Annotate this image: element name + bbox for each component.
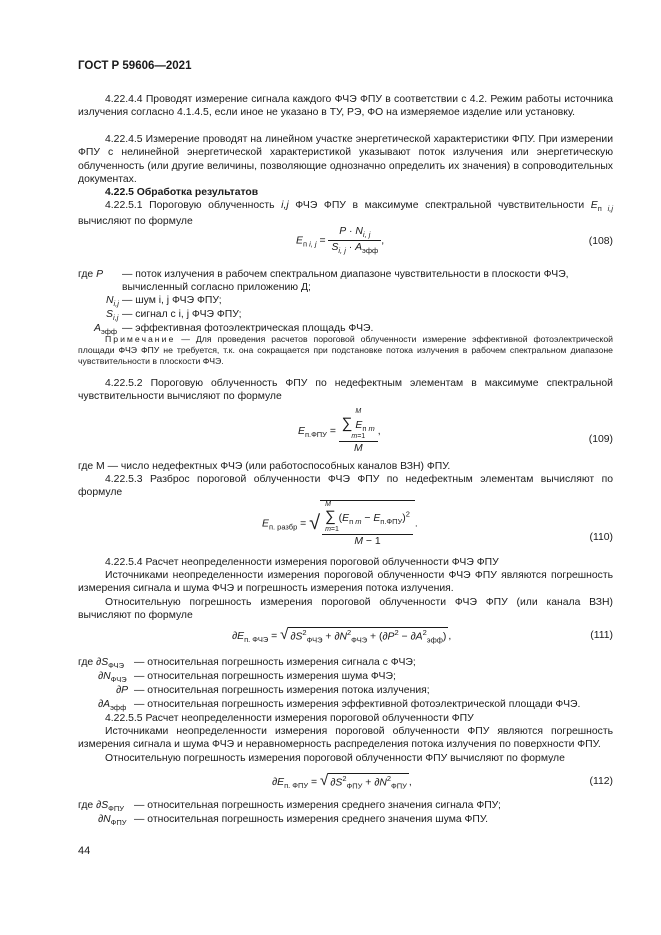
paragraph-4-22-5-5: 4.22.5.5 Расчет неопределенности измерения пороговой облученности ФПУ xyxy=(105,713,474,724)
definitions-111: где $\partial S_{ФЧЭ}$ — относительная погрешность измерения сигнала с ФЧЭ; $\partial N_{ФЧЭ}$ — относительная погрешность измерения шума ФЧЭ; ∂P — относительная погрешность измерения потока излучения; $\partial A_{эфф}$ — относительная погрешность измерения эффективной фотоэлектрической площади ФЧЭ. xyxy=(78,657,581,713)
note-block: Примечание — Для проведения расчетов пороговой облученности измерение эффективной фотоэлектрической площади ФЧЭ ФПУ не требуется, т.к. она сокращается при подстановке потока излучения в рабочем спектральном диапазоне чувствительности в плоскости ФЧЭ. xyxy=(78,334,614,366)
definitions-108: где P — поток излучения в рабочем спектральном диапазоне чувствительности в плоскости ФЧЭ, вычисленный согласно приложению Д; $N_{i,j}$ — шум i, j ФЧЭ ФПУ; $S_{i,j}$ — сигнал с i, j ФЧЭ ФПУ; $A_{эфф}$ — эффективная фотоэлектрическая площадь ФЧЭ. xyxy=(78,269,569,337)
paragraph-relative-error-2: Относительную погрешность измерения пороговой облученности ФПУ вычисляют по формуле xyxy=(105,753,565,764)
paragraph-4-22-5-1: 4.22.5.1 Пороговую облученность i,j ФЧЭ ФПУ в максимуме спектральной чувствительности $E_{п i,j}$ вычисляют по формуле xyxy=(78,200,614,228)
formula-number-112: (112) xyxy=(589,776,613,787)
formula-number-108: (108) xyxy=(588,236,613,247)
formula-109: $E_{п.ФПУ}$ = M ∑ $E_{п m}$ m=1 M , xyxy=(298,408,381,455)
paragraph-4-22-4-4: 4.22.4.4 Проводят измерение сигнала каждого ФЧЭ ФПУ в соответствии с 4.2. Режим работы источника излучения согласно 4.1.4.5, если иное не указано в ТУ, РЭ, ФО на измеряемое изделие или установку. xyxy=(78,94,613,119)
paragraph-4-22-5-3: 4.22.5.3 Разброс пороговой облученности ФЧЭ ФПУ по недефектным элементам вычисляют по формуле xyxy=(78,474,613,499)
formula-number-109: (109) xyxy=(588,434,613,445)
formula-111: $\partial E_{п. ФЧЭ}$ = √ $\partial S^2_{ФЧЭ} + \partial N^2_{ФЧЭ} + (\partial P^2 - \partial A^2_{эфф})$ , xyxy=(232,626,452,645)
paragraph-4-22-5-4: 4.22.5.4 Расчет неопределенности измерения пороговой облученности ФЧЭ ФПУ xyxy=(105,557,499,568)
formula-110: $E_{п. разбр}$ = √ M ∑ $(E_{п m} - E_{п.ФПУ})^2$ m=1 M − 1 . xyxy=(262,501,418,548)
formula-112: $\partial E_{п. ФПУ}$ = √ $\partial S^2_{ФПУ} + \partial N^2_{ФПУ}$ , xyxy=(272,772,412,791)
paragraph-where-m: где M — число недефектных ФЧЭ (или работоспособных каналов ВЗН) ФПУ. xyxy=(78,461,451,472)
section-heading-4-22-5: 4.22.5 Обработка результатов xyxy=(105,187,259,198)
formula-108: $E_{п i, j}$ = $\frac{P \cdot N_{i, j}}{S_{i, j} \cdot A_{эфф}}$ , xyxy=(296,226,385,256)
paragraph-sources-1: Источниками неопределенности измерения пороговой облученности ФЧЭ ФПУ являются погрешность измерения сигнала и шума ФЧЭ и погрешность измерения потока излучения. xyxy=(78,570,613,595)
page-header: ГОСТ Р 59606—2021 xyxy=(78,60,192,72)
page-number: 44 xyxy=(78,845,91,857)
formula-number-111: (111) xyxy=(590,630,613,641)
paragraph-4-22-4-5: 4.22.4.5 Измерение проводят на линейном участке энергетической характеристики ФПУ. При измерении ФПУ с нелинейной энергетической характеристикой указывают поток излучения или энергетическую облученность (или другие величины, позволяющие однозначно определить их значения) в сопроводительных документах. xyxy=(78,134,613,186)
definitions-112: где $\partial S_{ФПУ}$ — относительная погрешность измерения среднего значения сигнала ФПУ; $\partial N_{ФПУ}$ — относительная погрешность измерения среднего значения шума ФПУ. xyxy=(78,800,501,828)
paragraph-sources-2: Источниками неопределенности измерения пороговой облученности ФПУ являются погрешность измерения сигнала и шума ФЧЭ и неравномерность распределения потока излучения по поверхности ФПУ. xyxy=(78,726,613,751)
paragraph-4-22-5-2: 4.22.5.2 Пороговую облученность ФПУ по недефектным элементам в максимуме спектральной чувствительности вычисляют по формуле xyxy=(78,378,613,403)
formula-number-110: (110) xyxy=(589,532,613,543)
paragraph-relative-error-1: Относительную погрешность измерения пороговой облученности ФЧЭ ФПУ (или канала ВЗН) вычисляют по формуле xyxy=(78,597,613,622)
